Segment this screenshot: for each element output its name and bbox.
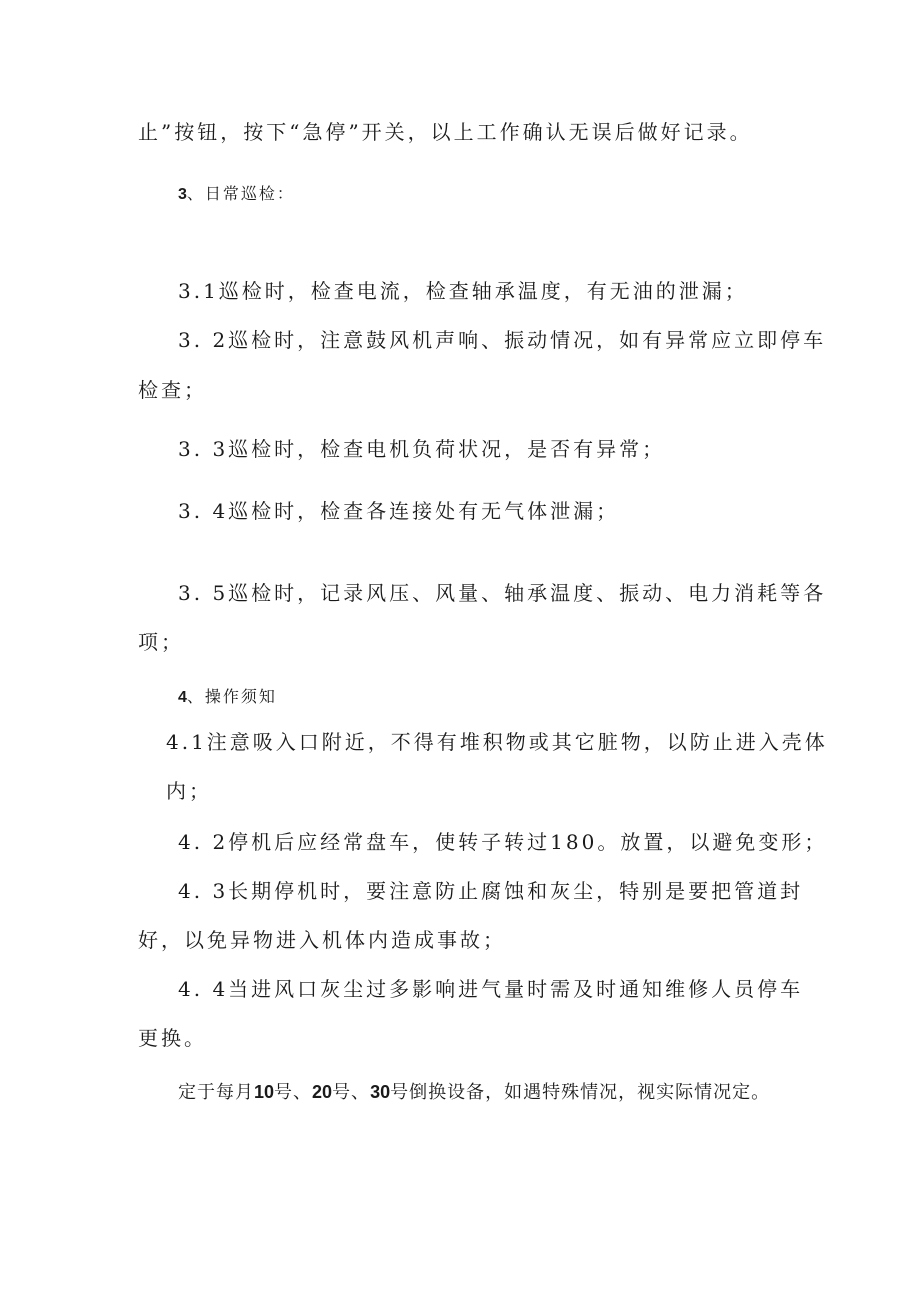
section-4-number: 4 — [178, 689, 187, 706]
item-3-4: 3. 4巡检时，检查各连接处有无气体泄漏； — [178, 499, 620, 523]
note-text-4: 号倒换设备，如遇特殊情况，视实际情况定。 — [390, 1082, 771, 1103]
item-3-5-line2: 项； — [138, 630, 184, 654]
item-3-3: 3. 3巡检时，检查电机负荷状况，是否有异常； — [178, 437, 666, 461]
section-3-title: 、日常巡检： — [186, 184, 295, 203]
note-day-20: 20 — [312, 1082, 333, 1102]
item-4-1-line2: 内； — [166, 779, 212, 803]
item-4-4-line1: 4. 4当进风口灰尘过多影响进气量时需及时通知维修人员停车 — [178, 977, 804, 1001]
item-3-2-line2: 检查； — [138, 378, 207, 402]
section-3-number: 3 — [178, 186, 187, 203]
item-3-2-line1: 3. 2巡检时，注意鼓风机声响、振动情况，如有异常应立即停车 — [178, 328, 827, 352]
note-text-2: 号、 — [274, 1082, 313, 1103]
note-text-3: 号、 — [332, 1082, 371, 1103]
section-4-title: 、操作须知 — [186, 687, 277, 706]
note-day-30: 30 — [370, 1082, 391, 1102]
paragraph-continuation: 止”按钮，按下“急停”开关，以上工作确认无误后做好记录。 — [138, 120, 753, 144]
schedule-note — [178, 1078, 770, 1107]
item-4-4-line2: 更换。 — [138, 1026, 207, 1050]
item-4-2: 4. 2停机后应经常盘车，使转子转过180。放置，以避免变形； — [178, 830, 828, 854]
item-4-3-line2: 好，以免异物进入机体内造成事故； — [138, 928, 506, 952]
section-3-heading — [178, 180, 295, 209]
item-3-5-line1: 3. 5巡检时，记录风压、风量、轴承温度、振动、电力消耗等各 — [178, 581, 827, 605]
note-day-10: 10 — [254, 1082, 275, 1102]
item-4-1-line1: 4.1注意吸入口附近，不得有堆积物或其它脏物，以防止进入壳体 — [166, 730, 828, 754]
item-4-3-line1: 4. 3长期停机时，要注意防止腐蚀和灰尘，特别是要把管道封 — [178, 879, 804, 903]
section-4-heading — [178, 683, 277, 712]
item-3-1: 3.1巡检时，检查电流，检查轴承温度，有无油的泄漏； — [178, 279, 748, 303]
note-text-1: 定于每月 — [178, 1082, 254, 1103]
